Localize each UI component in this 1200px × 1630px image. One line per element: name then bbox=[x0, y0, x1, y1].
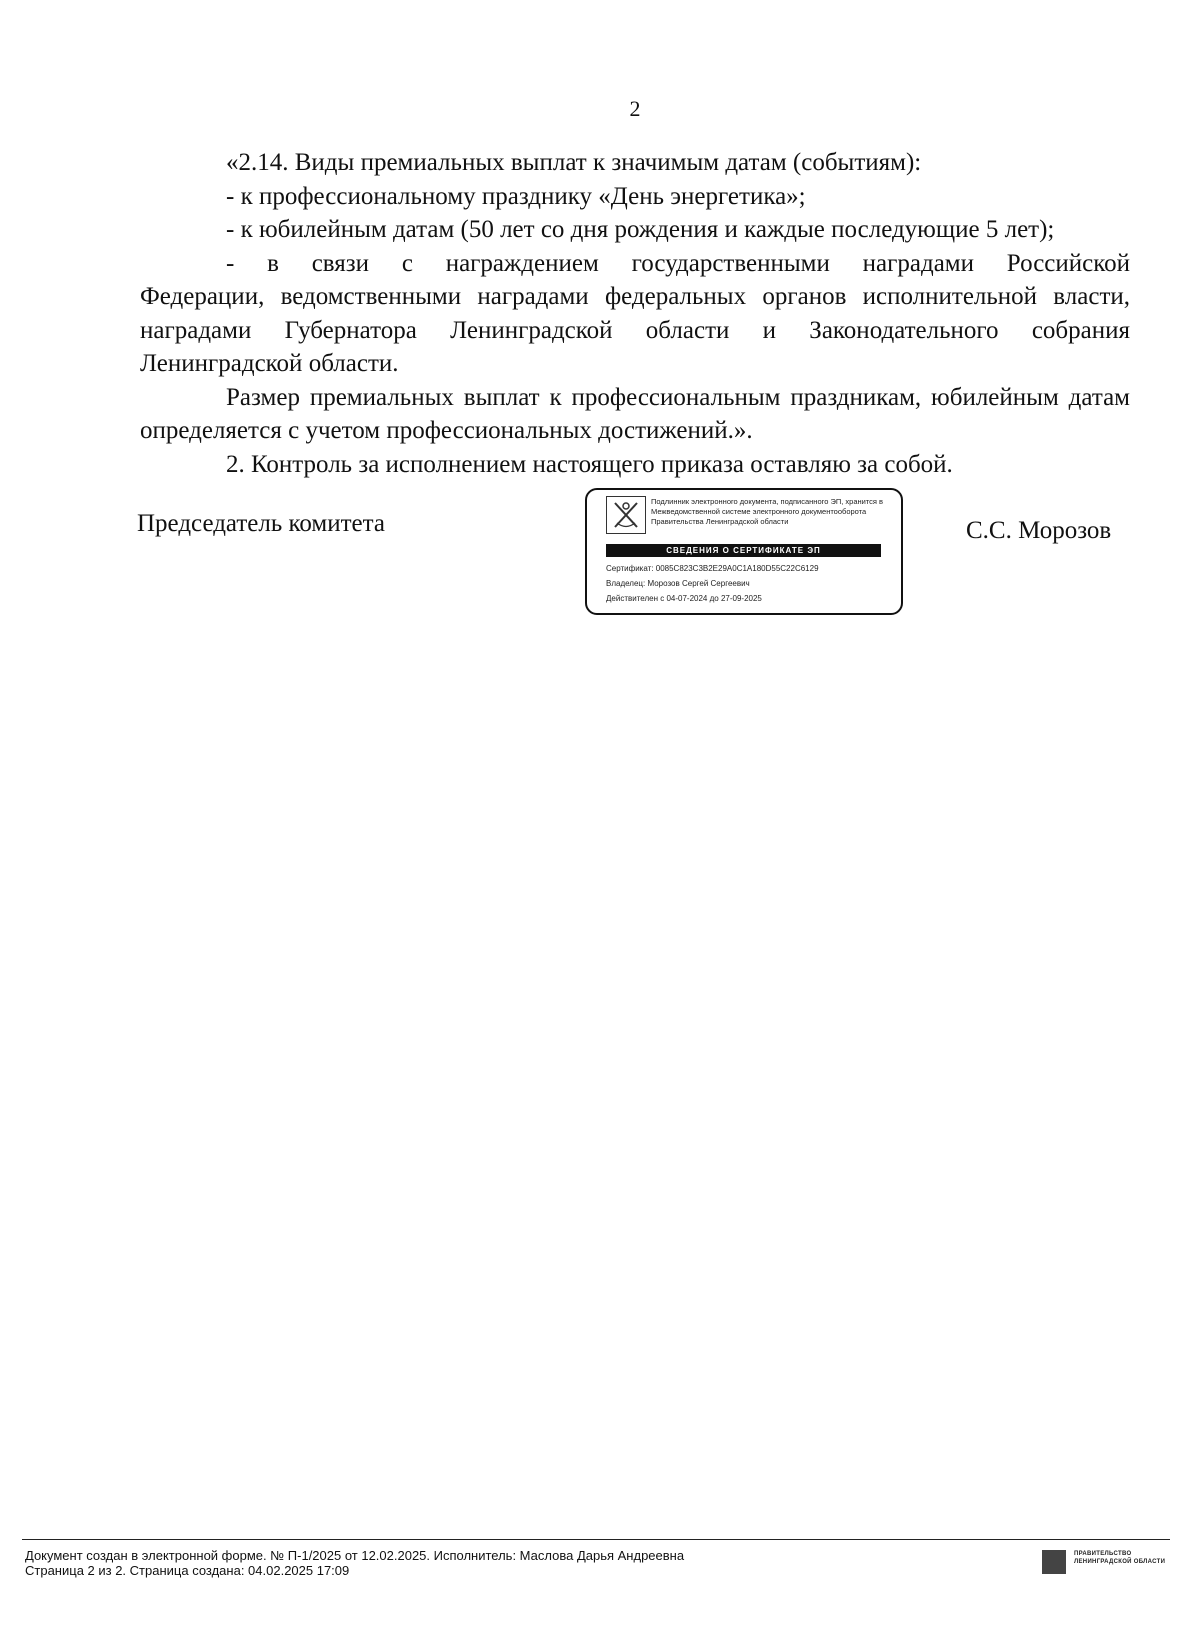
government-logo bbox=[1042, 1550, 1172, 1576]
certificate-owner: Владелец: Морозов Сергей Сергеевич bbox=[606, 579, 750, 588]
paragraph-control: 2. Контроль за исполнением настоящего приказа оставляю за собой. bbox=[226, 450, 953, 478]
list-item-energy-day: - к профессиональному празднику «День энергетика»; bbox=[226, 182, 806, 210]
certificate-info-bar: СВЕДЕНИЯ О СЕРТИФИКАТЕ ЭП bbox=[606, 544, 881, 557]
emblem-icon bbox=[1042, 1550, 1066, 1574]
footer-divider bbox=[22, 1539, 1170, 1540]
document-body bbox=[140, 146, 1130, 481]
stamp-header-text: Подлинник электронного документа, подписанного ЭП, хранится в Межведомственной системе электронного документооборота Правительства Ленинградской области bbox=[651, 497, 884, 526]
list-item-awards-first-line: - в связи с награждением государственными наградами Российской bbox=[226, 249, 1130, 277]
certificate-number: Сертификат: 0085C823C3B2E29A0C1A180D55C22C6129 bbox=[606, 564, 819, 573]
signatory-name: С.С. Морозов bbox=[966, 517, 1112, 544]
footer-line-page: Страница 2 из 2. Страница создана: 04.02.2025 17:09 bbox=[25, 1563, 350, 1578]
page-number: 2 bbox=[629, 96, 641, 121]
signatory-title: Председатель комитета bbox=[137, 510, 385, 537]
government-logo-text: ПРАВИТЕЛЬСТВО ЛЕНИНГРАДСКОЙ ОБЛАСТИ bbox=[1074, 1551, 1166, 1565]
paragraph-2-14: «2.14. Виды премиальных выплат к значимым датам (событиям): bbox=[226, 149, 922, 176]
footer-line-document: Документ создан в электронной форме. № П-1/2025 от 12.02.2025. Исполнитель: Маслова Дарья Андреевна bbox=[25, 1548, 685, 1563]
coat-of-arms-icon bbox=[606, 496, 646, 534]
paragraph-bonus-size: Размер премиальных выплат к профессиональным праздникам, юбилейным датам определяется с учетом профессиональных достижений.». bbox=[140, 383, 1130, 444]
electronic-signature-stamp bbox=[585, 488, 903, 615]
list-item-jubilee: - к юбилейным датам (50 лет со дня рождения и каждые последующие 5 лет); bbox=[226, 216, 1055, 243]
footer-info bbox=[25, 1548, 684, 1578]
certificate-validity: Действителен с 04-07-2024 до 27-09-2025 bbox=[606, 594, 762, 603]
list-item-awards-continuation: Федерации, ведомственными наградами федеральных органов исполнительной власти, наградами Губернатора Ленинградской области и Законодательного собрания Ленинградской области. bbox=[140, 283, 1130, 377]
